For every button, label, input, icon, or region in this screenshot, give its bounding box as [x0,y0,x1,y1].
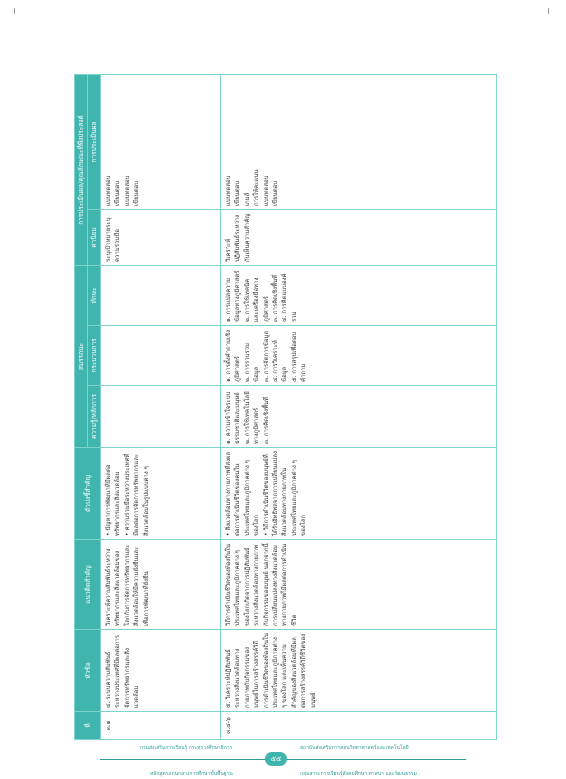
cell-assessment: แบบทดสอบ เขียนตอบ แบบทดสอบ เขียนตอบ [101,75,221,210]
cell-attribute: วิเคราะห์ปฏิสัมพันธ์ระหว่างกับเห็นความสำคัญ [221,210,497,266]
cell-process [101,326,221,386]
header-indicator: ตัวบ่งชี้สำคัญ [75,448,101,540]
header-attribute: ค่านิยม [88,210,101,266]
header-skill: ทักษะ [88,266,101,326]
header-process: กระบวนการ [88,326,101,386]
header-assessment: การประเมินผล [88,75,101,210]
page-number-badge: ๕๕ [265,752,287,766]
footer-bottom-left: หลักสูตรแกนกลางการศึกษาขั้นพื้นฐาน [150,771,233,777]
footer-top-right: สถาบันส่งเสริมการสอนวิทยาศาสตร์และเทคโนโลยี [300,745,409,751]
cell-no: ๓.๑ [101,712,221,740]
table-row [101,75,221,740]
cell-key-concept: วิถีการดำเนินชีวิตของท้องถิ่นในประเทศไทยและภูมิภาคต่าง ๆ ของโลกเกิดจากการปฏิสัมพันธ์ระหว่างสิ่งแวดล้อมทางกายภาพกับกิจกรรมของมนุษย์ นอกจากนี้ การเปลี่ยนแปลงทางสิ่งแวดล้อมทางกายภาพก็มีผลต่อการดำเนินชีวิต [221,540,497,630]
cell-topic: ๕. วิเคราะห์ปฏิสัมพันธ์ระหว่างสิ่งแวดล้อมทางกายภาพกับกิจกรรมของมนุษย์ในการสร้างสรรค์วิถีการดำเนินชีวิตของท้องถิ่นในประเทศไทยและภูมิภาคต่าง ๆ ของโลก และเห็นความสำคัญของสิ่งแวดล้อมที่มีผลต่อการสร้างสรรค์วิถีชีวิตของมนุษย์ [221,630,497,712]
footer-top-left: กรมส่งเสริมการเรียนรู้ กระทรวงศึกษาธิการ [140,745,233,751]
rotated-table-wrapper [74,75,492,740]
cell-no: ๓.๔-๖ [221,712,497,740]
curriculum-table [74,74,497,740]
header-topic: หัวข้อ [75,630,101,712]
cell-process: ๑. การตั้งคำถามเชิงภูมิศาสตร์ ๒. การรวบรวมข้อมูล ๓. การจัดการข้อมูล ๔. การวิเคราะห์ข้อมูล ๕. การสรุปเพื่อตอบคำถาม [221,326,497,386]
header-no: ที่ [75,712,101,740]
cell-topic: ๔. ระบบความสัมพันธ์ระหว่างประเทศที่มีผลต่อการจัดการทรัพยากรและสิ่งแวดล้อม [101,630,221,712]
table-row [221,75,497,740]
crop-mark-right [548,8,549,14]
cell-assessment: แบบทดสอบ เขียนตอบ เกมส์ การให้คะแนน แบบทดสอบ เขียนตอบ [221,75,497,210]
footer-bottom-right: กลุ่มสาระการเรียนรู้สังคมศึกษา ศาสนา และวัฒนธรรม [300,771,417,777]
crop-mark-left [14,8,15,14]
header-row-1 [75,75,88,740]
cell-skill: ๑. การแปลความข้อมูลทางภูมิศาสตร์ ๒. การใช้เทคนิคและเครื่องมือทางภูมิศาสตร์ ๓. การคิดเชิงพื้นที่ ๔. การคิดแบบองค์รวม [221,266,497,326]
cell-indicator: • ปัญหาการพัฒนาที่มีผลต่อทรัพยากรและสิ่งแวดล้อม • ความร่วมมือระหว่างประเทศที่มีผลต่อการจัดการทรัพยากรและสิ่งแวดล้อมในรูปแบบต่าง ๆ [101,448,221,540]
cell-core-concept [101,386,221,448]
cell-key-concept: วิเคราะห์ความสัมพันธ์ระหว่างทรัพยากรและสิ่งแวดล้อมของโลกกับการจัดการทรัพยากรและสิ่งแวดล้อมให้มีความยั่งยืนและเพื่อการพัฒนาที่ยั่งยืน [101,540,221,630]
cell-attribute: ระบุเป้าหมายระบุความร่วมมือ [101,210,221,266]
header-core-concept: ความรู้/หลักการ [88,386,101,448]
header-group-attitude: การประเมินผล/คุณลักษณะที่พึงประสงค์ [75,75,88,266]
cell-indicator: • สิ่งแวดล้อมทางกายภาพที่ส่งผลต่อการดำเนินชีวิตของคนในประเทศไทยและภูมิภาคต่าง ๆ ของโลก • วิถีการดำเนินชีวิตของมนุษย์ที่ได้รับอิทธิพลจากการเปลี่ยนแปลงสิ่งแวดล้อมทางกายภาพในประเทศไทยและภูมิภาคต่าง ๆ ของโลก [221,448,497,540]
header-key-concept: แนวคิดสำคัญ [75,540,101,630]
cell-skill [101,266,221,326]
header-group-competency: สมรรถนะ [75,266,88,448]
cell-core-concept: ๑. ความเข้าใจระบบธรรมชาติและมนุษย์ ๒. การใช้เทคโนโลยีทางภูมิศาสตร์ ๓. การคิดเชิงพื้นที่ [221,386,497,448]
